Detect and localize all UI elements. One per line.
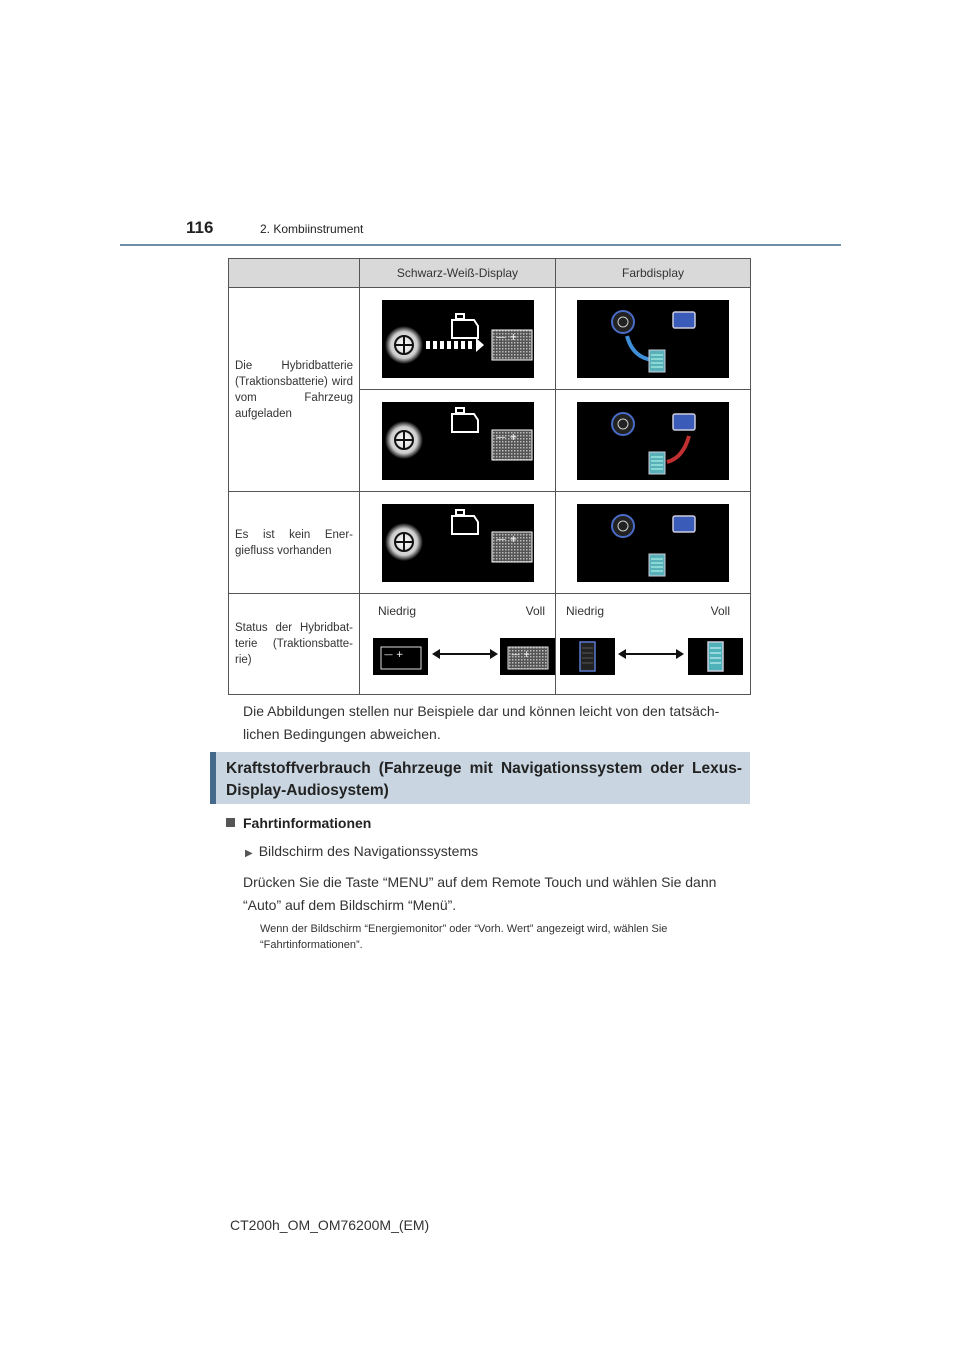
page-number: 116: [186, 218, 214, 237]
arrow-low-to-full: [432, 648, 498, 660]
bw-battery-low-icon: [373, 638, 428, 675]
bw-charging-flow-image: [382, 300, 534, 378]
level-full-label: Voll: [525, 604, 545, 618]
svg-text:— +: — +: [495, 533, 518, 545]
level-low-label: Niedrig: [566, 604, 605, 618]
bw-screen-cell: [360, 492, 556, 594]
section-heading: [210, 752, 750, 804]
energy-flow-table: [228, 258, 751, 695]
triangle-bullet-icon: ▶: [245, 848, 253, 859]
color-charging-flow-image: [577, 300, 729, 378]
color-screen-cell: [556, 390, 751, 492]
bw-no-flow-image: [382, 504, 534, 582]
arrow-low-to-full: [618, 648, 684, 660]
row-header-battery-status: Status der Hybridbat-terie (Traktionsbatte-rie): [229, 594, 360, 695]
bw-screen-cell: [360, 288, 556, 390]
bw-screen-cell: [360, 390, 556, 492]
row-header-charging: Die Hybridbatterie (Traktionsbatterie) wird vom Fahrzeug aufgeladen: [229, 288, 360, 492]
section-heading-text: Kraftstoffverbrauch (Fahrzeuge mit Navigationssystem oder Lexus-Display-Audiosystem): [226, 760, 742, 799]
header-rule: [120, 244, 841, 246]
small-note: Wenn der Bildschirm “Energiemonitor” oder “Vorh. Wert” angezeigt wird, wählen Sie “Fahrtinformationen”.: [260, 923, 668, 951]
svg-text:— +: — +: [384, 650, 404, 660]
color-battery-low-icon: [560, 638, 615, 675]
svg-text:— +: — +: [495, 431, 518, 443]
bullet-heading: [226, 815, 371, 831]
step-heading-text: Bildschirm des Navigationssystems: [258, 843, 479, 859]
square-bullet-icon: [226, 818, 235, 827]
level-low-label: Niedrig: [378, 604, 417, 618]
color-screen-cell: [556, 288, 751, 390]
color-battery-full-icon: [688, 638, 743, 675]
svg-text:— +: — +: [495, 331, 518, 343]
color-no-flow-image: [577, 504, 729, 582]
row-header-no-flow: Es ist kein Ener-giefluss vorhanden: [229, 492, 360, 594]
step-heading: [245, 843, 478, 859]
bw-battery-full-icon: [500, 638, 555, 675]
svg-text:— +: — +: [511, 650, 531, 660]
bw-battery-status-cell: [360, 594, 556, 695]
instruction-text: Drücken Sie die Taste “MENU” auf dem Remote Touch und wählen Sie dann “Auto” auf dem Bildschirm “Menü”.: [243, 874, 717, 913]
table-row: [229, 492, 751, 594]
table-row: [229, 288, 751, 390]
column-header-color: Farbdisplay: [556, 259, 751, 288]
level-full-label: Voll: [710, 604, 730, 618]
color-regeneration-image: [577, 402, 729, 480]
illustration-note: Die Abbildungen stellen nur Beispiele dar und können leicht von den tatsäch-lichen Bedingungen abweichen.: [243, 703, 720, 742]
table-header-row: [229, 259, 751, 288]
column-header-bw: Schwarz-Weiß-Display: [360, 259, 556, 288]
footer-code: CT200h_OM_OM76200M_(EM): [230, 1217, 430, 1233]
chapter-title: 2. Kombiinstrument: [260, 222, 364, 236]
table-header-empty: [229, 259, 360, 288]
color-battery-status-cell: [556, 594, 751, 695]
color-screen-cell: [556, 492, 751, 594]
table-row: [229, 594, 751, 695]
bullet-heading-text: Fahrtinformationen: [243, 815, 372, 831]
bw-regeneration-image: [382, 402, 534, 480]
